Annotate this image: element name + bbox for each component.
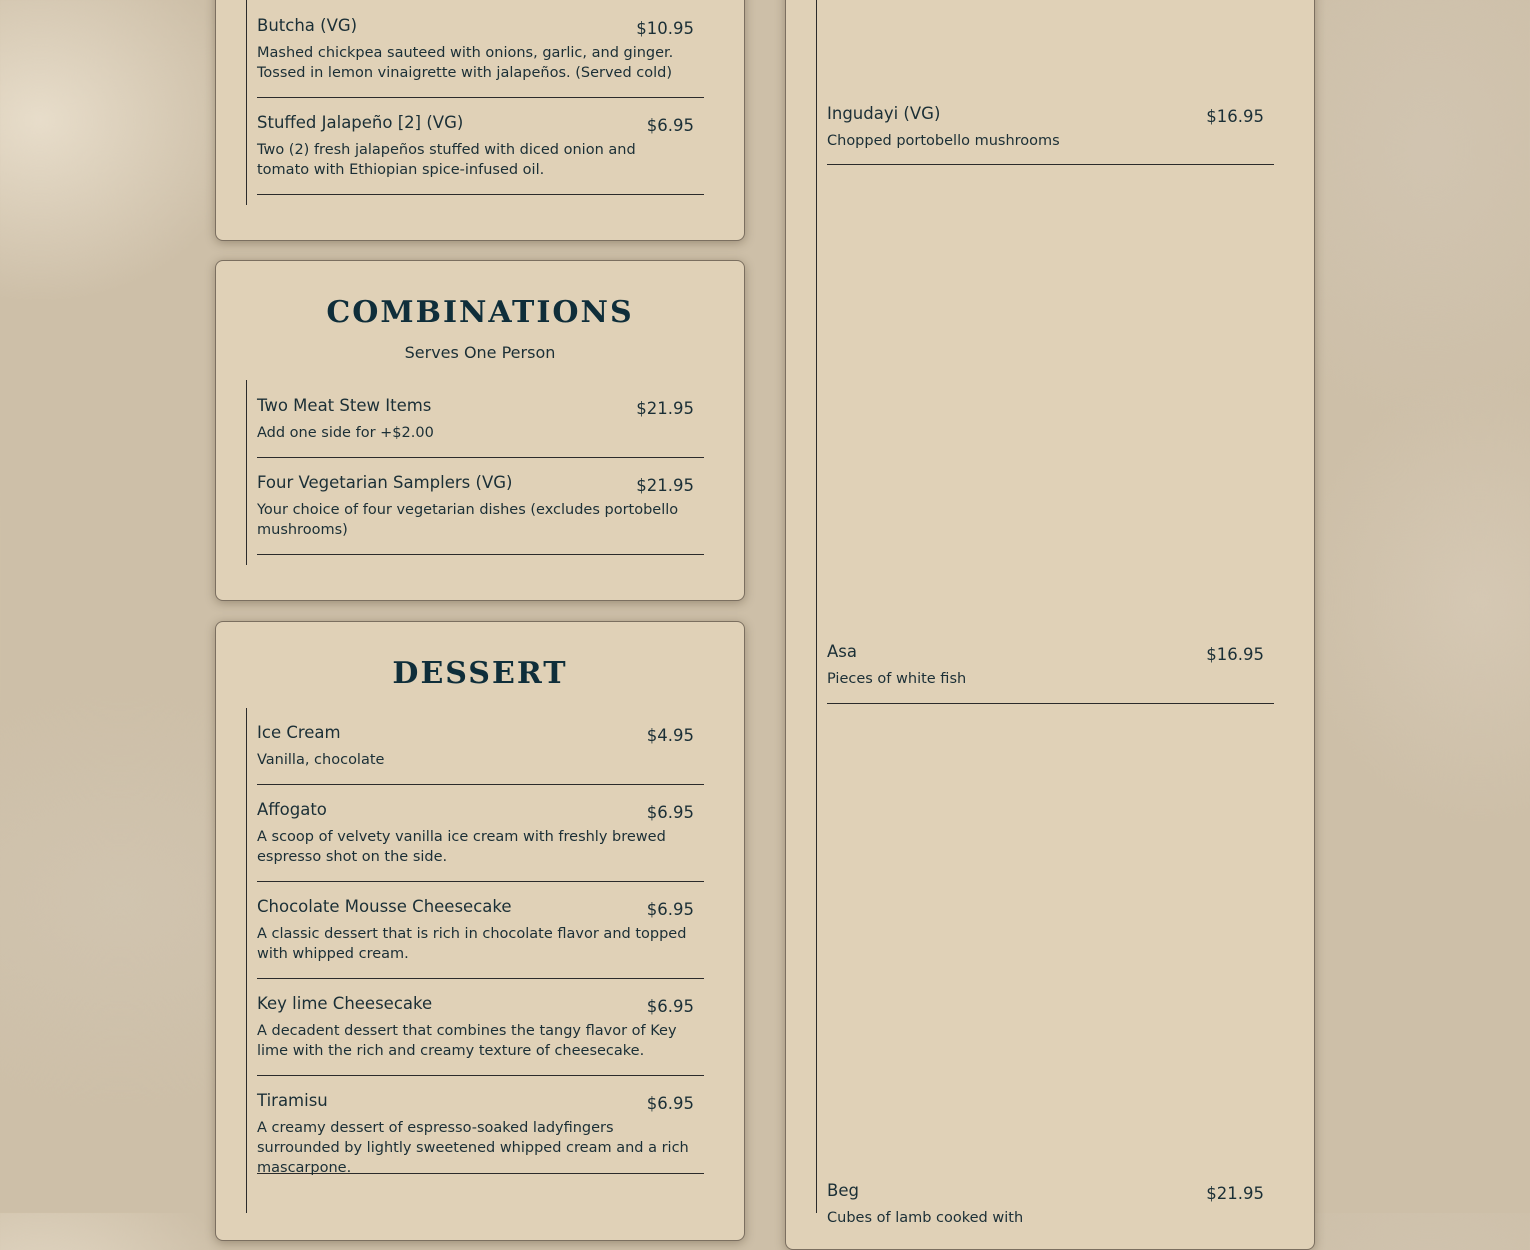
section-title: DESSERT bbox=[392, 656, 568, 691]
item-description: Your choice of four vegetarian dishes (excludes portobello mushrooms) bbox=[257, 502, 679, 538]
item-price: $6.95 bbox=[646, 997, 694, 1016]
menu-item bbox=[257, 16, 704, 98]
item-price: $6.95 bbox=[646, 803, 694, 822]
item-price: $21.95 bbox=[636, 399, 694, 418]
item-description: Add one side for +$2.00 bbox=[257, 425, 434, 441]
item-name: Butcha (VG) bbox=[257, 16, 358, 35]
item-price: $6.95 bbox=[646, 116, 694, 135]
item-description: A classic dessert that is rich in chocolate flavor and topped with whipped cream. bbox=[257, 926, 687, 962]
item-name: Tiramisu bbox=[257, 1091, 328, 1110]
menu-item bbox=[257, 473, 704, 555]
item-description: Two (2) fresh jalapeños stuffed with diced onion and tomato with Ethiopian spice-infused oil. bbox=[257, 142, 636, 178]
menu-item bbox=[827, 642, 1274, 704]
item-price: $6.95 bbox=[646, 900, 694, 919]
item-description: A decadent dessert that combines the tangy flavor of Key lime with the rich and creamy texture of cheesecake. bbox=[257, 1023, 677, 1059]
item-description: A scoop of velvety vanilla ice cream with freshly brewed espresso shot on the side. bbox=[257, 829, 666, 865]
section-subtitle: Serves One Person bbox=[404, 343, 556, 362]
item-description: Vanilla, chocolate bbox=[257, 752, 385, 768]
menu-item bbox=[257, 800, 704, 882]
item-description: Chopped portobello mushrooms bbox=[827, 133, 1060, 149]
menu-item bbox=[257, 994, 704, 1076]
menu-item bbox=[257, 113, 704, 195]
item-price: $6.95 bbox=[646, 1094, 694, 1113]
item-name: Ice Cream bbox=[257, 723, 341, 742]
menu-item bbox=[257, 396, 704, 458]
item-name: Four Vegetarian Samplers (VG) bbox=[257, 473, 513, 492]
section-title: COMBINATIONS bbox=[326, 295, 634, 330]
item-name: Key lime Cheesecake bbox=[257, 994, 433, 1013]
item-name: Asa bbox=[827, 642, 857, 661]
item-list-rule bbox=[246, 708, 247, 1213]
item-list-rule bbox=[816, 0, 817, 1213]
item-price: $4.95 bbox=[646, 726, 694, 745]
menu-item bbox=[827, 1181, 1274, 1226]
item-description: A creamy dessert of espresso-soaked ladyfingers surrounded by lightly sweetened whipped cream and a rich mascarpone. bbox=[257, 1120, 689, 1176]
item-price: $10.95 bbox=[636, 19, 694, 38]
item-price: $21.95 bbox=[636, 476, 694, 495]
item-name: Affogato bbox=[257, 800, 327, 819]
item-name: Two Meat Stew Items bbox=[257, 396, 432, 415]
item-list-rule bbox=[246, 380, 247, 565]
item-name: Beg bbox=[827, 1181, 859, 1200]
item-description: Pieces of white fish bbox=[827, 671, 967, 687]
entrees-card bbox=[785, 0, 1315, 1250]
item-name: Chocolate Mousse Cheesecake bbox=[257, 897, 512, 916]
item-name: Ingudayi (VG) bbox=[827, 104, 941, 123]
menu-item bbox=[827, 104, 1274, 165]
item-description: Mashed chickpea sauteed with onions, garlic, and ginger. Tossed in lemon vinaigrette with jalapeños. (Served cold) bbox=[257, 45, 674, 81]
item-name: Stuffed Jalapeño [2] (VG) bbox=[257, 113, 464, 132]
item-price: $16.95 bbox=[1206, 107, 1264, 126]
item-list-rule bbox=[246, 0, 247, 205]
menu-item bbox=[257, 1091, 704, 1174]
menu-item bbox=[257, 897, 704, 979]
menu-item bbox=[257, 723, 704, 785]
item-description: Cubes of lamb cooked with bbox=[827, 1210, 1024, 1226]
item-price: $21.95 bbox=[1206, 1184, 1264, 1203]
item-price: $16.95 bbox=[1206, 645, 1264, 664]
